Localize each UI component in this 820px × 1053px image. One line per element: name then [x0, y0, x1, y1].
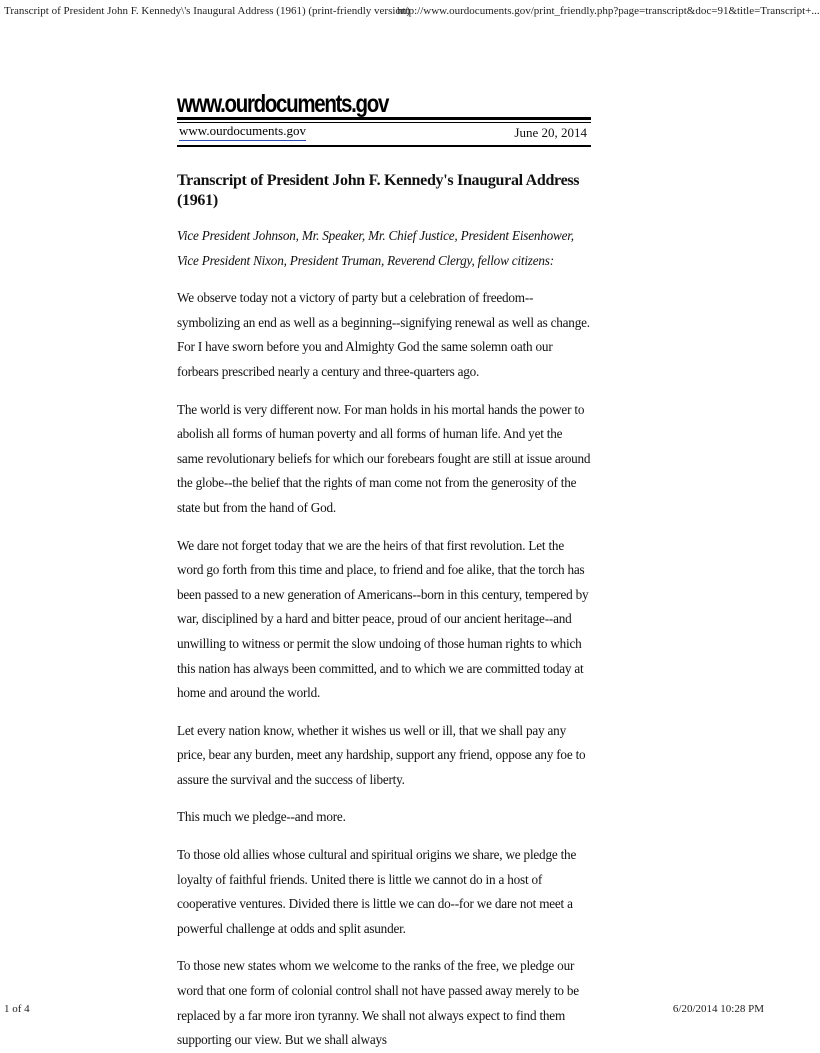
document-date: June 20, 2014 — [514, 125, 587, 140]
site-meta-row — [177, 123, 591, 145]
paragraph-5: This much we pledge--and more. — [177, 809, 346, 825]
meta-divider — [177, 145, 591, 147]
paragraph-6: To those old allies whose cultural and spiritual origins we share, we pledge the loyalty of faithful friends. United there is little we cannot do in a host of cooperative ventures. Divided there is little we can do--for we dare not meet a powerful challenge at odds and split asunder. — [177, 847, 577, 936]
print-page-title: Transcript of President John F. Kennedy\'s Inaugural Address (1961) (print-friendly version) — [4, 5, 411, 17]
site-logo[interactable]: www.ourdocuments.gov — [177, 90, 389, 118]
print-datetime: 6/20/2014 10:28 PM — [672, 1003, 764, 1015]
paragraph-2: The world is very different now. For man holds in his mortal hands the power to abolish all forms of human poverty and all forms of human life. And yet the same revolutionary beliefs for which our forebears fought are still at issue around the globe--the belief that the rights of man come not from the generosity of the state but from the hand of God. — [177, 401, 591, 515]
print-footer — [4, 1002, 764, 1018]
page-count: 1 of 4 — [4, 1003, 30, 1015]
address-greeting: Vice President Johnson, Mr. Speaker, Mr. Chief Justice, President Eisenhower, Vice President Nixon, President Truman, Reverend Clergy, fellow citizens: — [177, 228, 574, 268]
paragraph-4: Let every nation know, whether it wishes us well or ill, that we shall pay any price, bear any burden, meet any hardship, support any friend, oppose any foe to assure the survival and the success of liberty. — [177, 722, 586, 787]
document-body — [177, 224, 591, 1053]
paragraph-7: To those new states whom we welcome to the ranks of the free, we pledge our word that one form of colonial control shall not have passed away merely to be replaced by a far more iron tyranny. We shall not always expect to find them supporting our view. But we shall always — [177, 958, 579, 1048]
print-header — [4, 4, 820, 20]
document-page — [177, 90, 591, 1053]
site-home-link[interactable]: www.ourdocuments.gov — [179, 123, 306, 141]
document-title: Transcript of President John F. Kennedy's Inaugural Address (1961) — [177, 172, 580, 209]
print-page-url: http://www.ourdocuments.gov/print_friendly.php?page=transcript&doc=91&title=Transcript+... — [397, 5, 820, 17]
paragraph-1: We observe today not a victory of party but a celebration of freedom--symbolizing an end as well as a beginning--signifying renewal as well as change. For I have sworn before you and Almighty God the same solemn oath our forbears prescribed nearly a century and three-quarters ago. — [177, 290, 590, 379]
paragraph-3: We dare not forget today that we are the heirs of that first revolution. Let the word go forth from this time and place, to friend and foe alike, that the torch has been passed to a new generation of Americans--born in this century, tempered by war, disciplined by a hard and bitter peace, proud of our ancient heritage--and unwilling to witness or permit the slow undoing of those human rights to which this nation has always been committed, and to which we are committed today at home and around the world. — [177, 537, 589, 701]
